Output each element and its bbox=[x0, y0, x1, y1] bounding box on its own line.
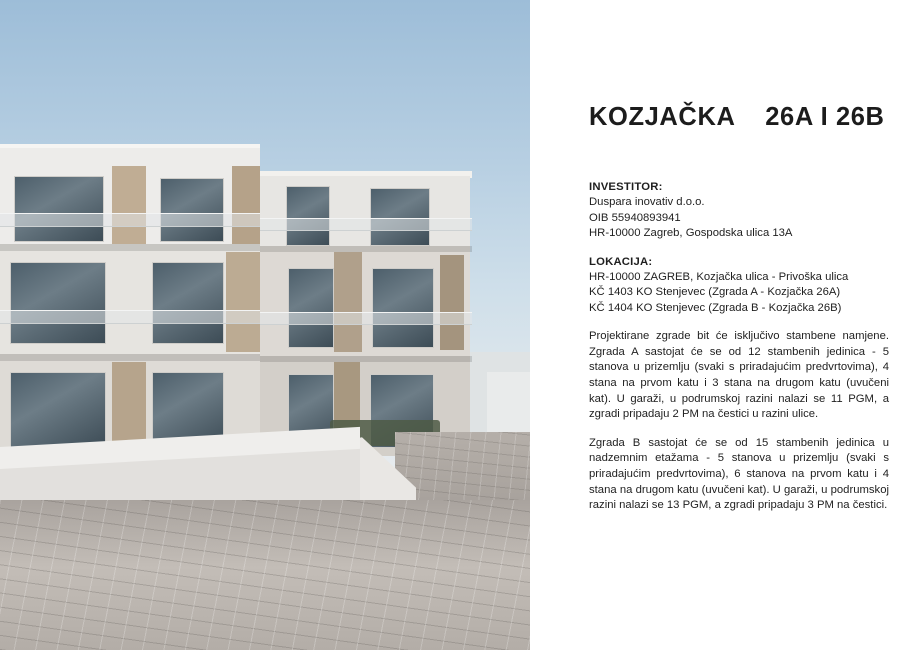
wood-cladding-panel bbox=[440, 255, 464, 350]
location-line: KČ 1403 KO Stenjevec (Zgrada A - Kozjačka 26A) bbox=[589, 286, 841, 299]
info-blocks bbox=[589, 180, 889, 527]
window-glazing bbox=[286, 186, 330, 246]
floor-shadow-band bbox=[0, 244, 260, 251]
text-column bbox=[530, 0, 919, 650]
page-title: KOZJAČKA 26A I 26B bbox=[589, 103, 885, 131]
window-glazing bbox=[10, 262, 106, 344]
wood-cladding-panel bbox=[232, 166, 260, 244]
background-building-block bbox=[487, 372, 530, 432]
balcony-railing bbox=[0, 310, 260, 324]
wood-cladding-panel bbox=[226, 252, 260, 352]
balcony-railing bbox=[0, 213, 260, 227]
description-paragraph-b: Zgrada B sastojat će se od 15 stambenih jedinica u nadzemnim etažama - 5 stanova u prizemlju (svaki s priradajućim predvrtovima), 6 stanova na prvom katu i 4 stana na drugom katu (uvučeni kat). U garaži, u podrumskoj razini nalazi se 13 PGM, a zgradi pripadaju 3 PM na čestici. bbox=[589, 436, 889, 512]
paving-foreground bbox=[0, 500, 530, 650]
window-glazing bbox=[288, 268, 334, 348]
wood-cladding-panel bbox=[334, 252, 362, 352]
window-glazing bbox=[10, 372, 106, 448]
description-paragraph-a: Projektirane zgrade bit će isključivo stambene namjene. Zgrada A sastojat će se od 12 stambenih jedinica - 5 stanova u prizemlju (svaki s priradajućim predvrtovima), 4 stana na prvom katu i 3 stana na drugom katu (uvučeni kat). U garaži, u podrumskoj razini nalazi se 11 PGM, a zgradi pripadaju 2 PM na čestici u razini ulice. bbox=[589, 330, 889, 421]
investor-line: Duspara inovativ d.o.o. bbox=[589, 196, 705, 209]
window-glazing bbox=[152, 262, 224, 344]
floor-shadow-band bbox=[260, 356, 472, 362]
location-line: HR-10000 ZAGREB, Kozjačka ulica - Privoška ulica bbox=[589, 271, 849, 284]
investor-line: OIB 55940893941 bbox=[589, 211, 681, 224]
window-glazing bbox=[14, 176, 104, 242]
window-glazing bbox=[370, 188, 430, 246]
balcony-railing bbox=[260, 312, 472, 325]
floor-shadow-band bbox=[0, 354, 260, 361]
investor-line: HR-10000 Zagreb, Gospodska ulica 13A bbox=[589, 227, 793, 240]
wood-cladding-panel bbox=[112, 166, 146, 244]
location-line: KČ 1404 KO Stenjevec (Zgrada B - Kozjačka 26B) bbox=[589, 301, 842, 314]
window-glazing bbox=[160, 178, 224, 242]
floor-shadow-band bbox=[260, 246, 472, 252]
investor-block bbox=[589, 180, 889, 242]
location-heading: LOKACIJA: bbox=[589, 255, 653, 268]
investor-heading: INVESTITOR: bbox=[589, 181, 663, 193]
location-block bbox=[589, 255, 889, 317]
window-glazing bbox=[372, 268, 434, 348]
balcony-railing bbox=[260, 218, 472, 231]
